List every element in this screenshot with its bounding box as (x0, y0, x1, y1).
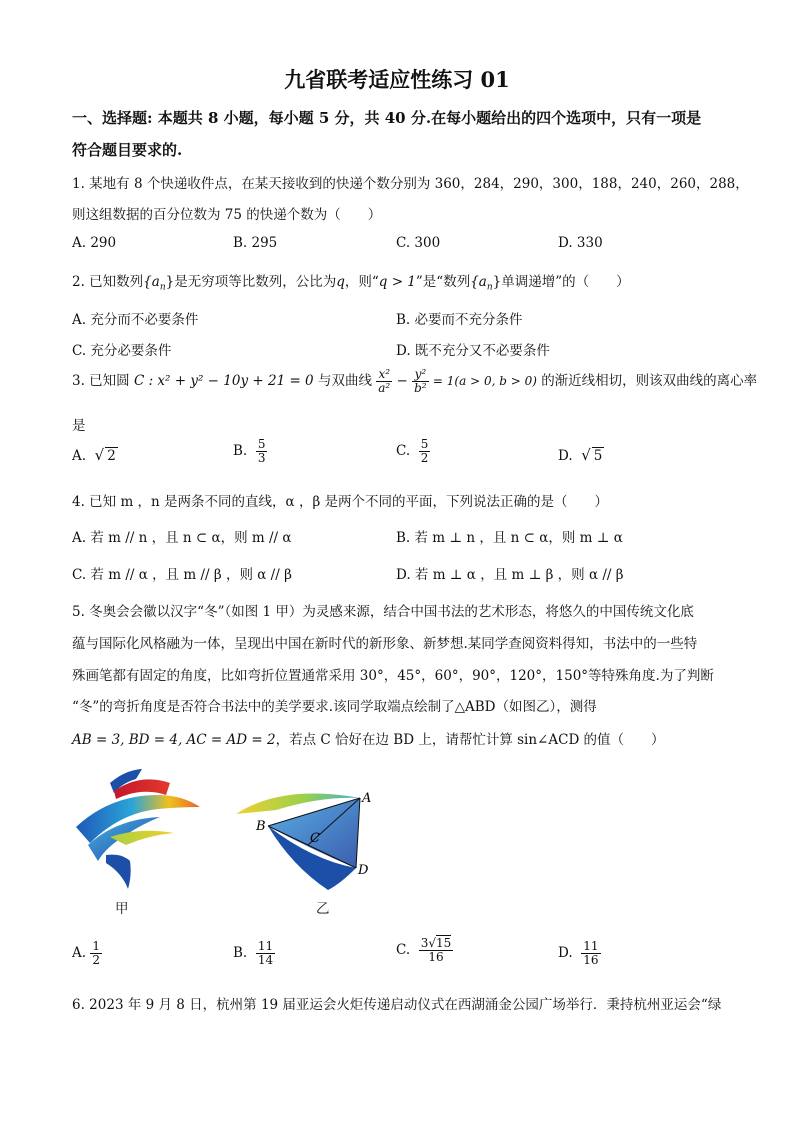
q3-circle-equation: C : x² + y² − 10y + 21 = 0 (133, 373, 314, 389)
q2-seq-2: {a (470, 274, 487, 290)
q3-option-c: C. $\frac{5}{2}$ (396, 437, 429, 465)
q3-frac-x: $\frac{\text{x²}}{\text{a²}}$ (378, 367, 391, 395)
q2-condition: q > 1 (378, 274, 416, 290)
q6-line1: 6. 2023 年 9 月 8 日，杭州第 19 届亚运会火炬传递启动仪式在西湖涌金公园广场举行．秉持杭州亚运会“绿 (72, 997, 722, 1013)
q3-text-3: 的渐近线相切，则该双曲线的离心率 (541, 373, 758, 389)
q5-option-c: C. $\frac{3√15}{16}$ (396, 936, 452, 964)
q3-stem (72, 368, 757, 395)
point-label-c: C (310, 831, 320, 846)
q3-frac-y: $\frac{\text{y²}}{\text{b²}}$ (414, 367, 427, 395)
point-label-a: A (362, 791, 372, 806)
q3-hyperbola-rest: = 1(a > 0, b > 0) (432, 374, 537, 388)
q1-option-c: C. 300 (396, 235, 441, 251)
q3-option-b: B. $\frac{5}{3}$ (233, 437, 266, 465)
q4-line1: 4. 已知 m ，n 是两条不同的直线，α ，β 是两个不同的平面，下列说法正确的是（ ） (72, 494, 609, 510)
q3-option-a: A. √ 2 (72, 446, 116, 464)
figure-label-jia: 甲 (115, 901, 129, 917)
emblem-tail-stroke (106, 855, 131, 889)
q4-option-a: A. 若 m // n ，且 n ⊂ α，则 m // α (72, 530, 292, 546)
q2-seq-sub-2: n (486, 282, 493, 293)
q5-option-b: B. $\frac{11}{14}$ (233, 939, 274, 967)
q3-minus: − (396, 373, 408, 389)
q2-q: q (336, 274, 345, 290)
q1-line1: 1. 某地有 8 个快递收件点，在某天接收到的快递个数分别为 360，284，290，300，188，240，260，288， (72, 176, 749, 192)
winter-olympics-emblem-figure (70, 765, 210, 895)
q2-text-1: 2. 已知数列 (72, 274, 144, 290)
q5-line4: “冬”的弯折角度是否符合书法中的美学要求.该同学取端点绘制了△ABD（如图乙），测得 (72, 699, 597, 715)
q3-option-d: D. √ 5 (558, 446, 603, 464)
q4-option-c: C. 若 m // α ，且 m // β ，则 α // β (72, 567, 292, 583)
q2-seq-close-1: } (165, 274, 175, 290)
q5-line5 (72, 728, 665, 748)
q5-line1: 5. 冬奥会会徽以汉字“冬”（如图 1 甲）为灵感来源，结合中国书法的艺术形态，将悠久的中国传统文化底 (72, 604, 694, 620)
q2-text-2: 是无穷项等比数列，公比为 (174, 274, 337, 290)
q4-option-d: D. 若 m ⊥ α ，且 m ⊥ β ，则 α // β (396, 567, 624, 583)
q2-seq-close-2: } (492, 274, 502, 290)
q2-option-c: C. 充分必要条件 (72, 343, 172, 359)
triangle-abd-figure (232, 780, 382, 895)
q2-stem (72, 270, 630, 293)
q3-line2: 是 (72, 418, 86, 434)
q2-option-d: D. 既不充分又不必要条件 (396, 343, 550, 359)
q2-seq-sub-1: n (159, 282, 166, 293)
q2-text-3: ，则“ (344, 274, 379, 290)
q4-option-b: B. 若 m ⊥ n ，且 n ⊂ α，则 m ⊥ α (396, 530, 623, 546)
q1-option-b: B. 295 (233, 235, 278, 251)
q3-text-2: 与双曲线 (317, 373, 372, 389)
section-heading-line1: 一、选择题: 本题共 8 小题，每小题 5 分，共 40 分.在每小题给出的四个选项中，只有一项是 (72, 109, 702, 127)
point-label-d: D (358, 863, 369, 878)
q5-given-values: AB = 3, BD = 4, AC = AD = 2 (72, 732, 276, 748)
q5-line5-rest: ，若点 C 恰好在边 BD 上，请帮忙计算 sin∠ACD 的值（ ） (275, 732, 665, 748)
figure-label-yi: 乙 (316, 901, 330, 917)
point-label-b: B (256, 819, 266, 834)
q5-line2: 蕴与国际化风格融为一体，呈现出中国在新时代的新形象、新梦想.某同学查阅资料得知，书法中的一些特 (72, 636, 698, 652)
q1-option-d: D. 330 (558, 235, 603, 251)
q2-option-b: B. 必要而不充分条件 (396, 312, 523, 328)
q1-line2: 则这组数据的百分位数为 75 的快递个数为（ ） (72, 207, 382, 223)
q2-text-5: 单调递增”的（ ） (501, 274, 630, 290)
q5-line3: 殊画笔都有固定的角度，比如弯折位置通常采用 30°，45°，60°，90°，120°，150°等特殊角度.为了判断 (72, 668, 714, 684)
q2-seq-1: {a (143, 274, 160, 290)
q2-text-4: ”是“数列 (415, 274, 471, 290)
q1-option-a: A. 290 (72, 235, 117, 251)
q2-option-a: A. 充分而不必要条件 (72, 312, 199, 328)
page-title: 九省联考适应性练习 01 (284, 67, 510, 92)
q5-option-d: D. $\frac{11}{16}$ (558, 939, 599, 967)
q5-option-a: A. $\frac{1}{2}$ (72, 939, 100, 967)
section-heading-line2: 符合题目要求的. (72, 141, 183, 159)
q3-text-1: 3. 已知圆 (72, 373, 130, 389)
